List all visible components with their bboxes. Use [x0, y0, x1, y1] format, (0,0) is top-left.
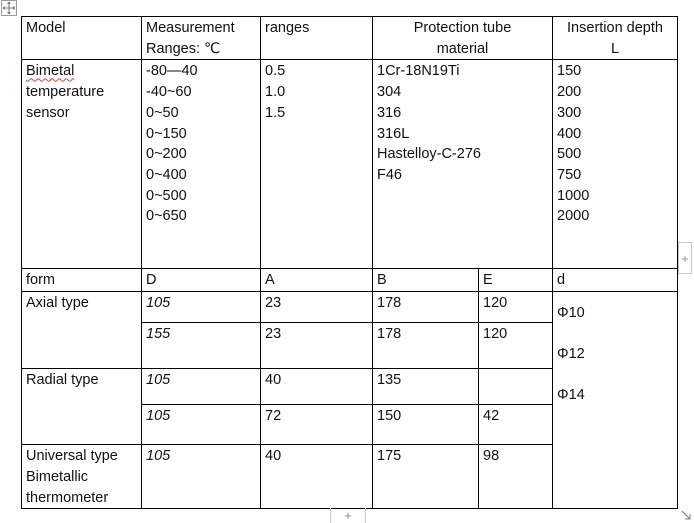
table-cell: 105 — [142, 405, 261, 445]
add-row-button[interactable]: + — [330, 508, 366, 523]
header-row — [22, 17, 678, 60]
materials-list: 1Cr-18N19Ti 304 316 316L Hastelloy-C-276 F46 — [373, 60, 553, 269]
dim-header-d: d — [553, 269, 678, 292]
header-insertion-depth: Insertion depth L — [553, 17, 678, 60]
header-ranges: ranges — [261, 17, 373, 60]
dimension-header-row — [22, 269, 678, 292]
insertion-depth-list: 150 200 300 400 500 750 1000 2000 — [553, 60, 678, 269]
table-cell: 120 — [479, 292, 553, 323]
table-cell: 42 — [479, 405, 553, 445]
d-values-list: Φ10 Φ12 Φ14 — [553, 292, 678, 509]
table-cell: 23 — [261, 323, 373, 369]
move-arrows-icon[interactable] — [1, 0, 17, 16]
dim-header-E: E — [479, 269, 553, 292]
table-cell: 40 — [261, 445, 373, 509]
table-cell: 155 — [142, 323, 261, 369]
header-model: Model — [22, 17, 142, 60]
dim-header-form: form — [22, 269, 142, 292]
table-cell: 135 — [373, 369, 479, 405]
spec-table — [21, 16, 678, 509]
axial-row-1 — [22, 292, 678, 323]
table-cell: 23 — [261, 292, 373, 323]
axial-type-label: Axial type — [22, 292, 142, 369]
table-cell: 72 — [261, 405, 373, 445]
dim-header-B: B — [373, 269, 479, 292]
table-cell: 178 — [373, 323, 479, 369]
resize-corner-icon[interactable] — [680, 509, 692, 521]
table-cell: 40 — [261, 369, 373, 405]
dim-header-D: D — [142, 269, 261, 292]
table-cell: 120 — [479, 323, 553, 369]
table-cell: 105 — [142, 369, 261, 405]
bimetal-row — [22, 60, 678, 269]
table-cell: 175 — [373, 445, 479, 509]
header-protection-tube: Protection tube material — [373, 17, 553, 60]
bimetal-label: Bimetal temperature sensor — [22, 60, 142, 269]
accuracy-list: 0.5 1.0 1.5 — [261, 60, 373, 269]
add-column-button[interactable]: + — [678, 242, 692, 274]
dim-header-A: A — [261, 269, 373, 292]
table-cell: 105 — [142, 292, 261, 323]
table-cell: 105 — [142, 445, 261, 509]
table-cell: 98 — [479, 445, 553, 509]
table-cell: 150 — [373, 405, 479, 445]
measurement-ranges-list: -80—40 -40~60 0~50 0~150 0~200 0~400 0~500 0~650 — [142, 60, 261, 269]
table-cell — [479, 369, 553, 405]
header-measurement: Measurement Ranges: ℃ — [142, 17, 261, 60]
table-cell: 178 — [373, 292, 479, 323]
radial-type-label: Radial type — [22, 369, 142, 445]
universal-type-label: Universal type Bimetallic thermometer — [22, 445, 142, 509]
